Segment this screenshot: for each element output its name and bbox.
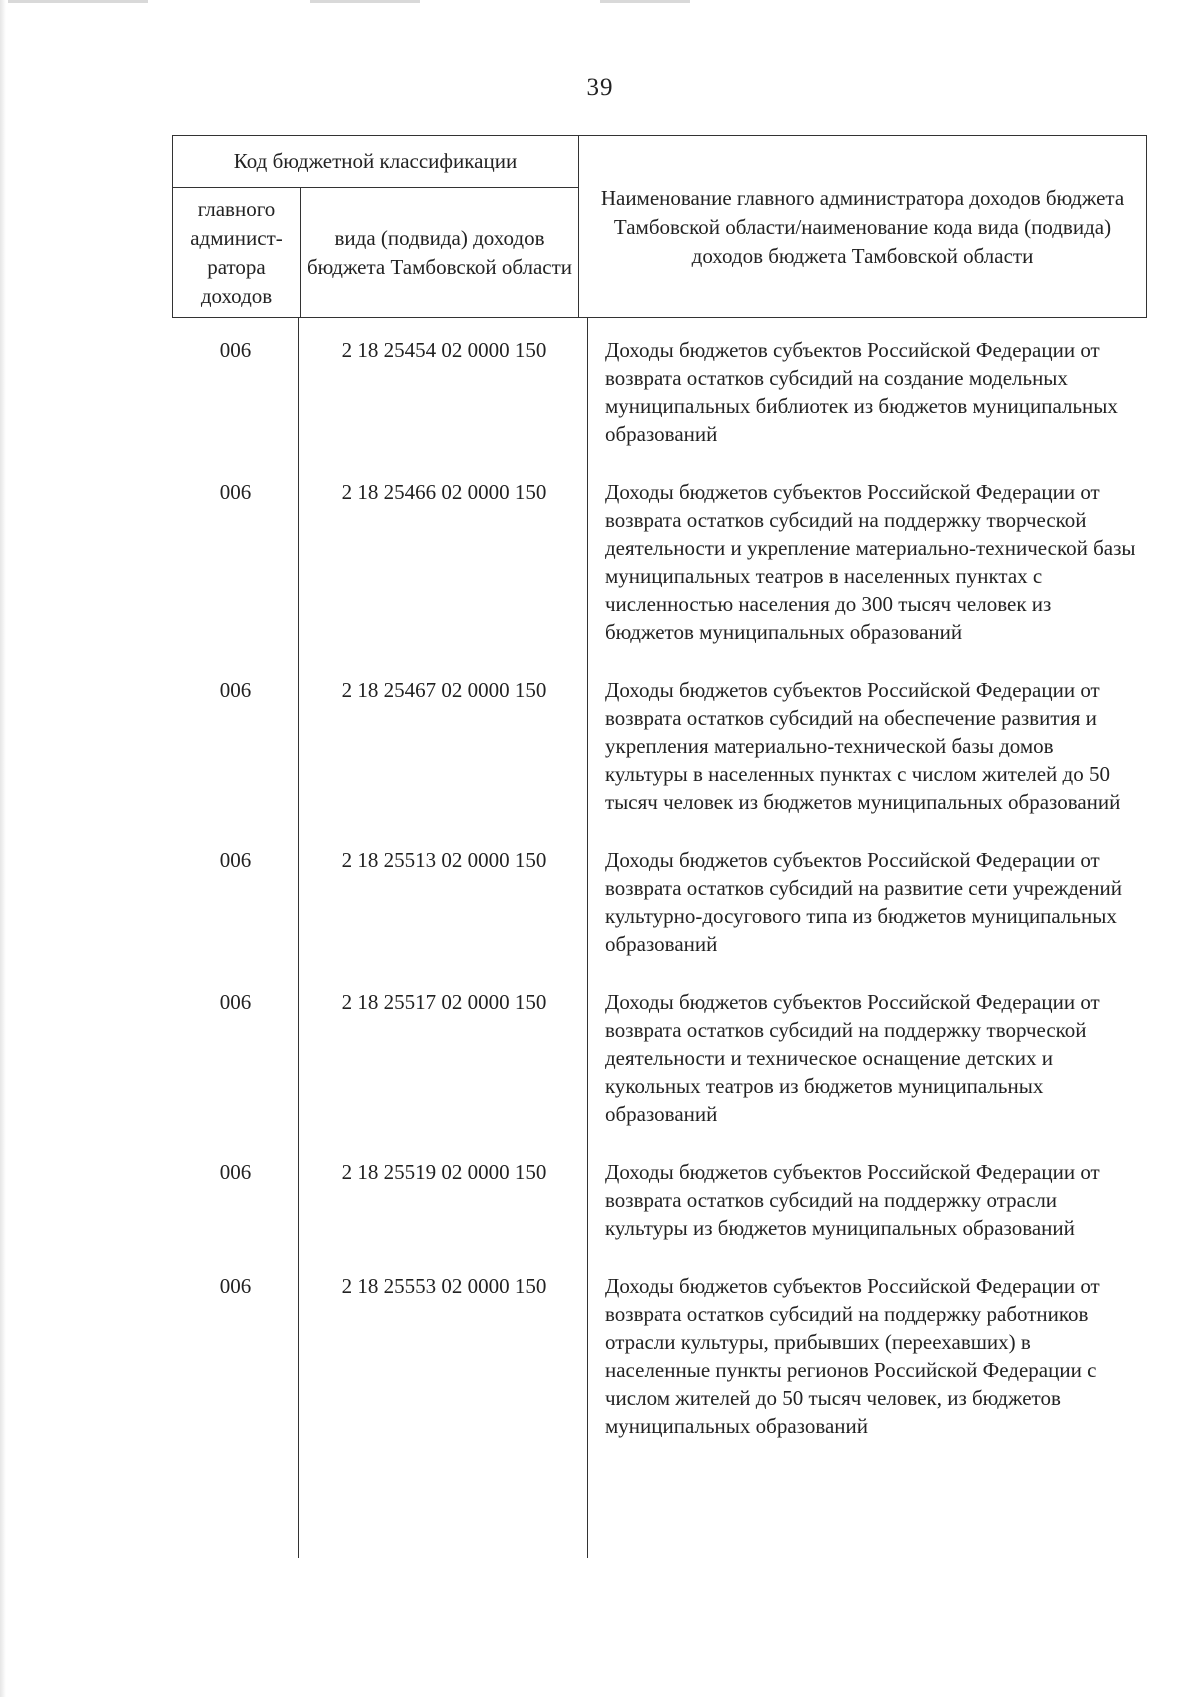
income-code-cell: 2 18 25519 02 0000 150 <box>341 1160 547 1184</box>
table-row <box>172 1272 1147 1440</box>
income-name-cell: Доходы бюджетов субъектов Российской Федерации от возврата остатков субсидий на развитие сети учреждений культурно-досугового типа из бюджетов муниципальных образований <box>605 848 1122 956</box>
scan-edge-shadow <box>0 0 6 1697</box>
table-row <box>172 336 1147 448</box>
income-name-cell: Доходы бюджетов субъектов Российской Федерации от возврата остатков субсидий на создание модельных муниципальных библиотек из бюджетов муниципальных образований <box>605 338 1118 446</box>
table-header <box>172 135 1147 318</box>
income-name-cell: Доходы бюджетов субъектов Российской Федерации от возврата остатков субсидий на поддержку работников отрасли культуры, прибывших (переехавших) в населенные пункты регионов Российской Федерации с числом жителей до 50 тысяч человек, из бюджетов муниципальных образований <box>605 1274 1100 1438</box>
table-row <box>172 676 1147 816</box>
scan-artifact <box>310 0 420 3</box>
income-code-cell: 2 18 25513 02 0000 150 <box>341 848 547 872</box>
admin-code-cell: 006 <box>219 480 252 504</box>
admin-code-cell: 006 <box>219 1274 252 1298</box>
table-row <box>172 478 1147 646</box>
table-body <box>172 336 1147 1470</box>
admin-code-cell: 006 <box>219 848 252 872</box>
income-code-cell: 2 18 25454 02 0000 150 <box>341 338 547 362</box>
table-row <box>172 1158 1147 1242</box>
page-number: 39 <box>586 74 614 101</box>
header-group-label: Код бюджетной классификации <box>233 149 518 173</box>
admin-code-cell: 006 <box>219 678 252 702</box>
table-row <box>172 988 1147 1128</box>
income-name-cell: Доходы бюджетов субъектов Российской Федерации от возврата остатков субсидий на поддержку творческой деятельности и техническое оснащение детских и кукольных театров из бюджетов муниципальных образований <box>605 990 1100 1126</box>
header-type-column: вида (подвида) доходов бюджета Тамбовской области <box>306 226 573 279</box>
admin-code-cell: 006 <box>219 990 252 1014</box>
income-name-cell: Доходы бюджетов субъектов Российской Федерации от возврата остатков субсидий на обеспечение развития и укрепления материально-технической базы домов культуры в населенных пунктах с числом жителей до 50 тысяч человек из бюджетов муниципальных образований <box>605 678 1121 814</box>
income-code-cell: 2 18 25466 02 0000 150 <box>341 480 547 504</box>
table-row <box>172 846 1147 958</box>
income-code-cell: 2 18 25517 02 0000 150 <box>341 990 547 1014</box>
income-code-cell: 2 18 25467 02 0000 150 <box>341 678 547 702</box>
scan-artifact <box>600 0 690 3</box>
header-admin-column: главного админист-ратора доходов <box>190 197 283 308</box>
scan-artifact <box>8 0 148 3</box>
admin-code-cell: 006 <box>219 1160 252 1184</box>
income-name-cell: Доходы бюджетов субъектов Российской Федерации от возврата остатков субсидий на поддержку отрасли культуры из бюджетов муниципальных образований <box>605 1160 1100 1240</box>
income-code-cell: 2 18 25553 02 0000 150 <box>341 1274 547 1298</box>
header-name-column: Наименование главного администратора доходов бюджета Тамбовской области/наименование кода вида (подвида) доходов бюджета Тамбовской области <box>600 185 1125 268</box>
income-name-cell: Доходы бюджетов субъектов Российской Федерации от возврата остатков субсидий на поддержку творческой деятельности и укрепление материально-технической базы муниципальных театров в населенных пунктах с численностью населения до 300 тысяч человек из бюджетов муниципальных образований <box>605 480 1136 644</box>
admin-code-cell: 006 <box>219 338 252 362</box>
